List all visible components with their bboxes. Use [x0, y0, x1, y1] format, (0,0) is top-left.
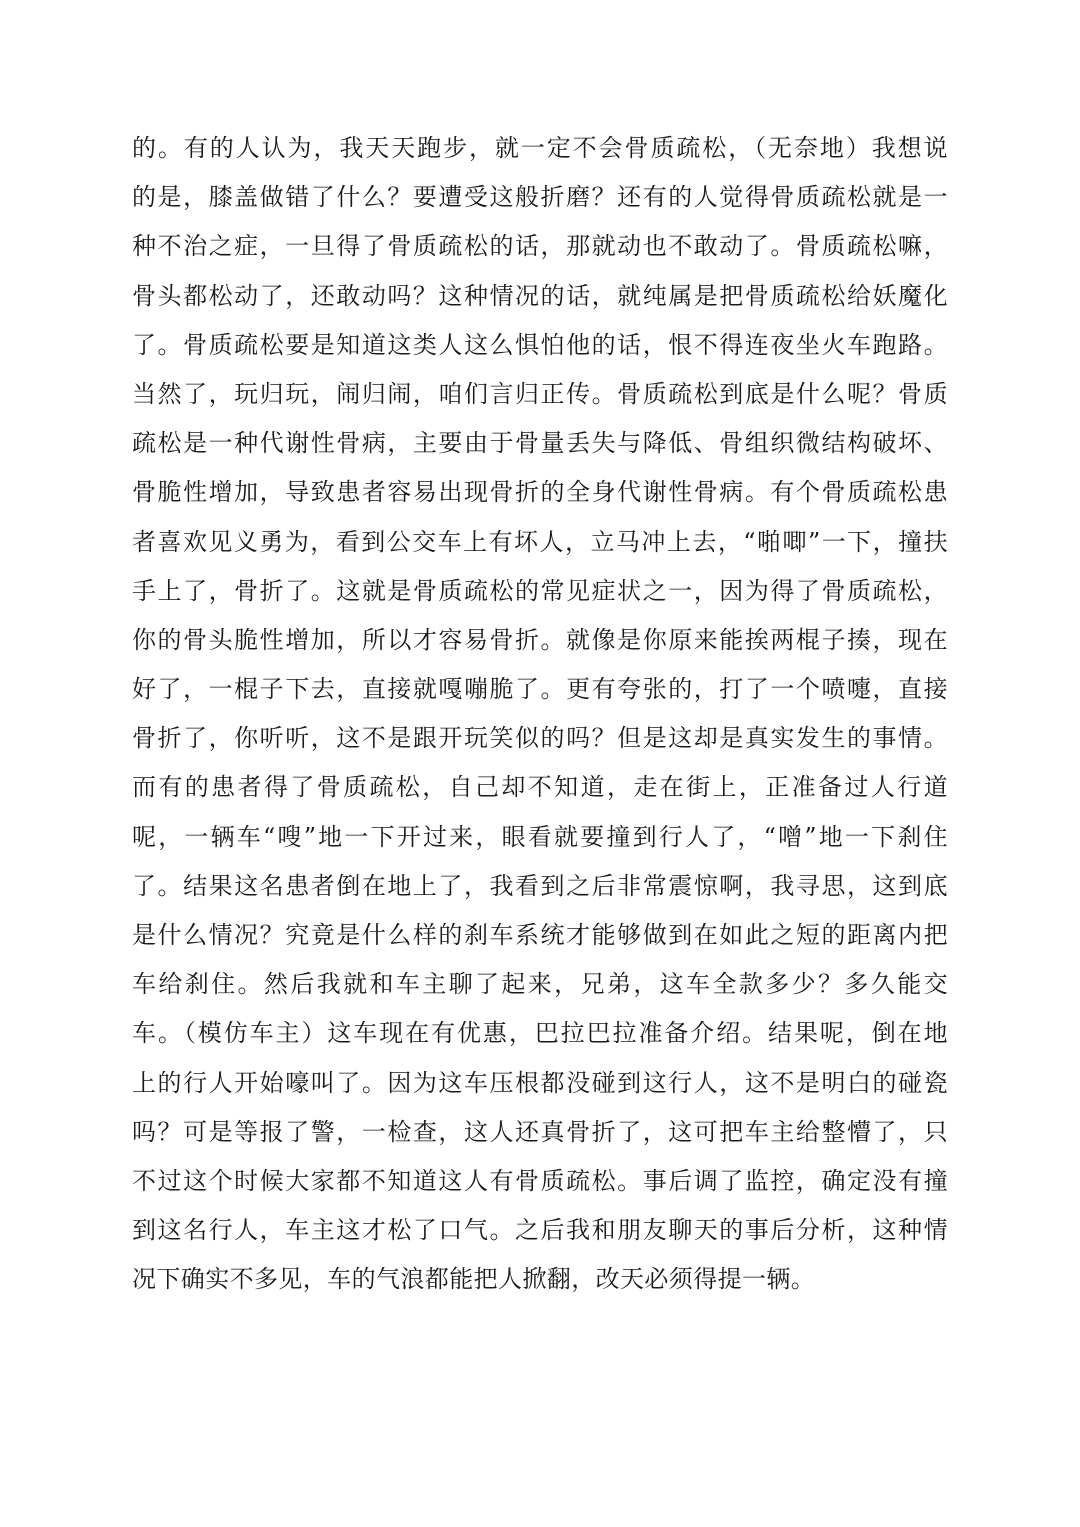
body-paragraph [132, 124, 948, 1305]
text-line: 到这名行人，车主这才松了口气。之后我和朋友聊天的事后分析，这种情 [132, 1216, 948, 1245]
text-line: 当然了，玩归玩，闹归闹，咱们言归正传。骨质疏松到底是什么呢？骨质 [132, 379, 948, 408]
text-line: 你的骨头脆性增加，所以才容易骨折。就像是你原来能挨两棍子揍，现在 [132, 625, 948, 654]
text-line: 而有的患者得了骨质疏松，自己却不知道，走在街上，正准备过人行道 [132, 773, 948, 802]
text-line: 者喜欢见义勇为，看到公交车上有坏人，立马冲上去，“啪唧”一下，撞扶 [132, 527, 948, 556]
text-line: 了。骨质疏松要是知道这类人这么惧怕他的话，恨不得连夜坐火车跑路。 [132, 330, 948, 359]
text-line: 种不治之症，一旦得了骨质疏松的话，那就动也不敢动了。骨质疏松嘛， [132, 232, 948, 261]
text-line: 手上了，骨折了。这就是骨质疏松的常见症状之一，因为得了骨质疏松， [132, 576, 948, 605]
text-line: 况下确实不多见，车的气浪都能把人掀翻，改天必须得提一辆。 [132, 1265, 816, 1294]
text-line: 车。（模仿车主）这车现在有优惠，巴拉巴拉准备介绍。结果呢，倒在地 [132, 1019, 948, 1048]
text-line: 骨折了，你听听，这不是跟开玩笑似的吗？但是这却是真实发生的事情。 [132, 724, 948, 753]
text-line: 吗？可是等报了警，一检查，这人还真骨折了，这可把车主给整懵了，只 [132, 1117, 948, 1146]
text-line: 车给刹住。然后我就和车主聊了起来，兄弟，这车全款多少？多久能交 [132, 970, 948, 999]
text-line: 骨脆性增加，导致患者容易出现骨折的全身代谢性骨病。有个骨质疏松患 [132, 478, 948, 507]
text-line: 的是，膝盖做错了什么？要遭受这般折磨？还有的人觉得骨质疏松就是一 [132, 183, 948, 212]
text-line: 好了，一棍子下去，直接就嘎嘣脆了。更有夸张的，打了一个喷嚏，直接 [132, 675, 948, 704]
text-line: 不过这个时候大家都不知道这人有骨质疏松。事后调了监控，确定没有撞 [132, 1166, 948, 1195]
text-line: 是什么情况？究竟是什么样的刹车系统才能够做到在如此之短的距离内把 [132, 921, 948, 949]
text-line: 上的行人开始嚎叫了。因为这车压根都没碰到这行人，这不是明白的碰瓷 [132, 1068, 948, 1097]
text-line: 骨头都松动了，还敢动吗？这种情况的话，就纯属是把骨质疏松给妖魔化 [132, 281, 948, 310]
text-line: 的。有的人认为，我天天跑步，就一定不会骨质疏松，（无奈地）我想说 [132, 134, 948, 162]
text-line: 疏松是一种代谢性骨病，主要由于骨量丢失与降低、骨组织微结构破坏、 [132, 429, 948, 458]
text-line: 呢，一辆车“嗖”地一下开过来，眼看就要撞到行人了，“噌”地一下刹住 [132, 822, 948, 851]
text-line: 了。结果这名患者倒在地上了，我看到之后非常震惊啊，我寻思，这到底 [132, 871, 948, 900]
